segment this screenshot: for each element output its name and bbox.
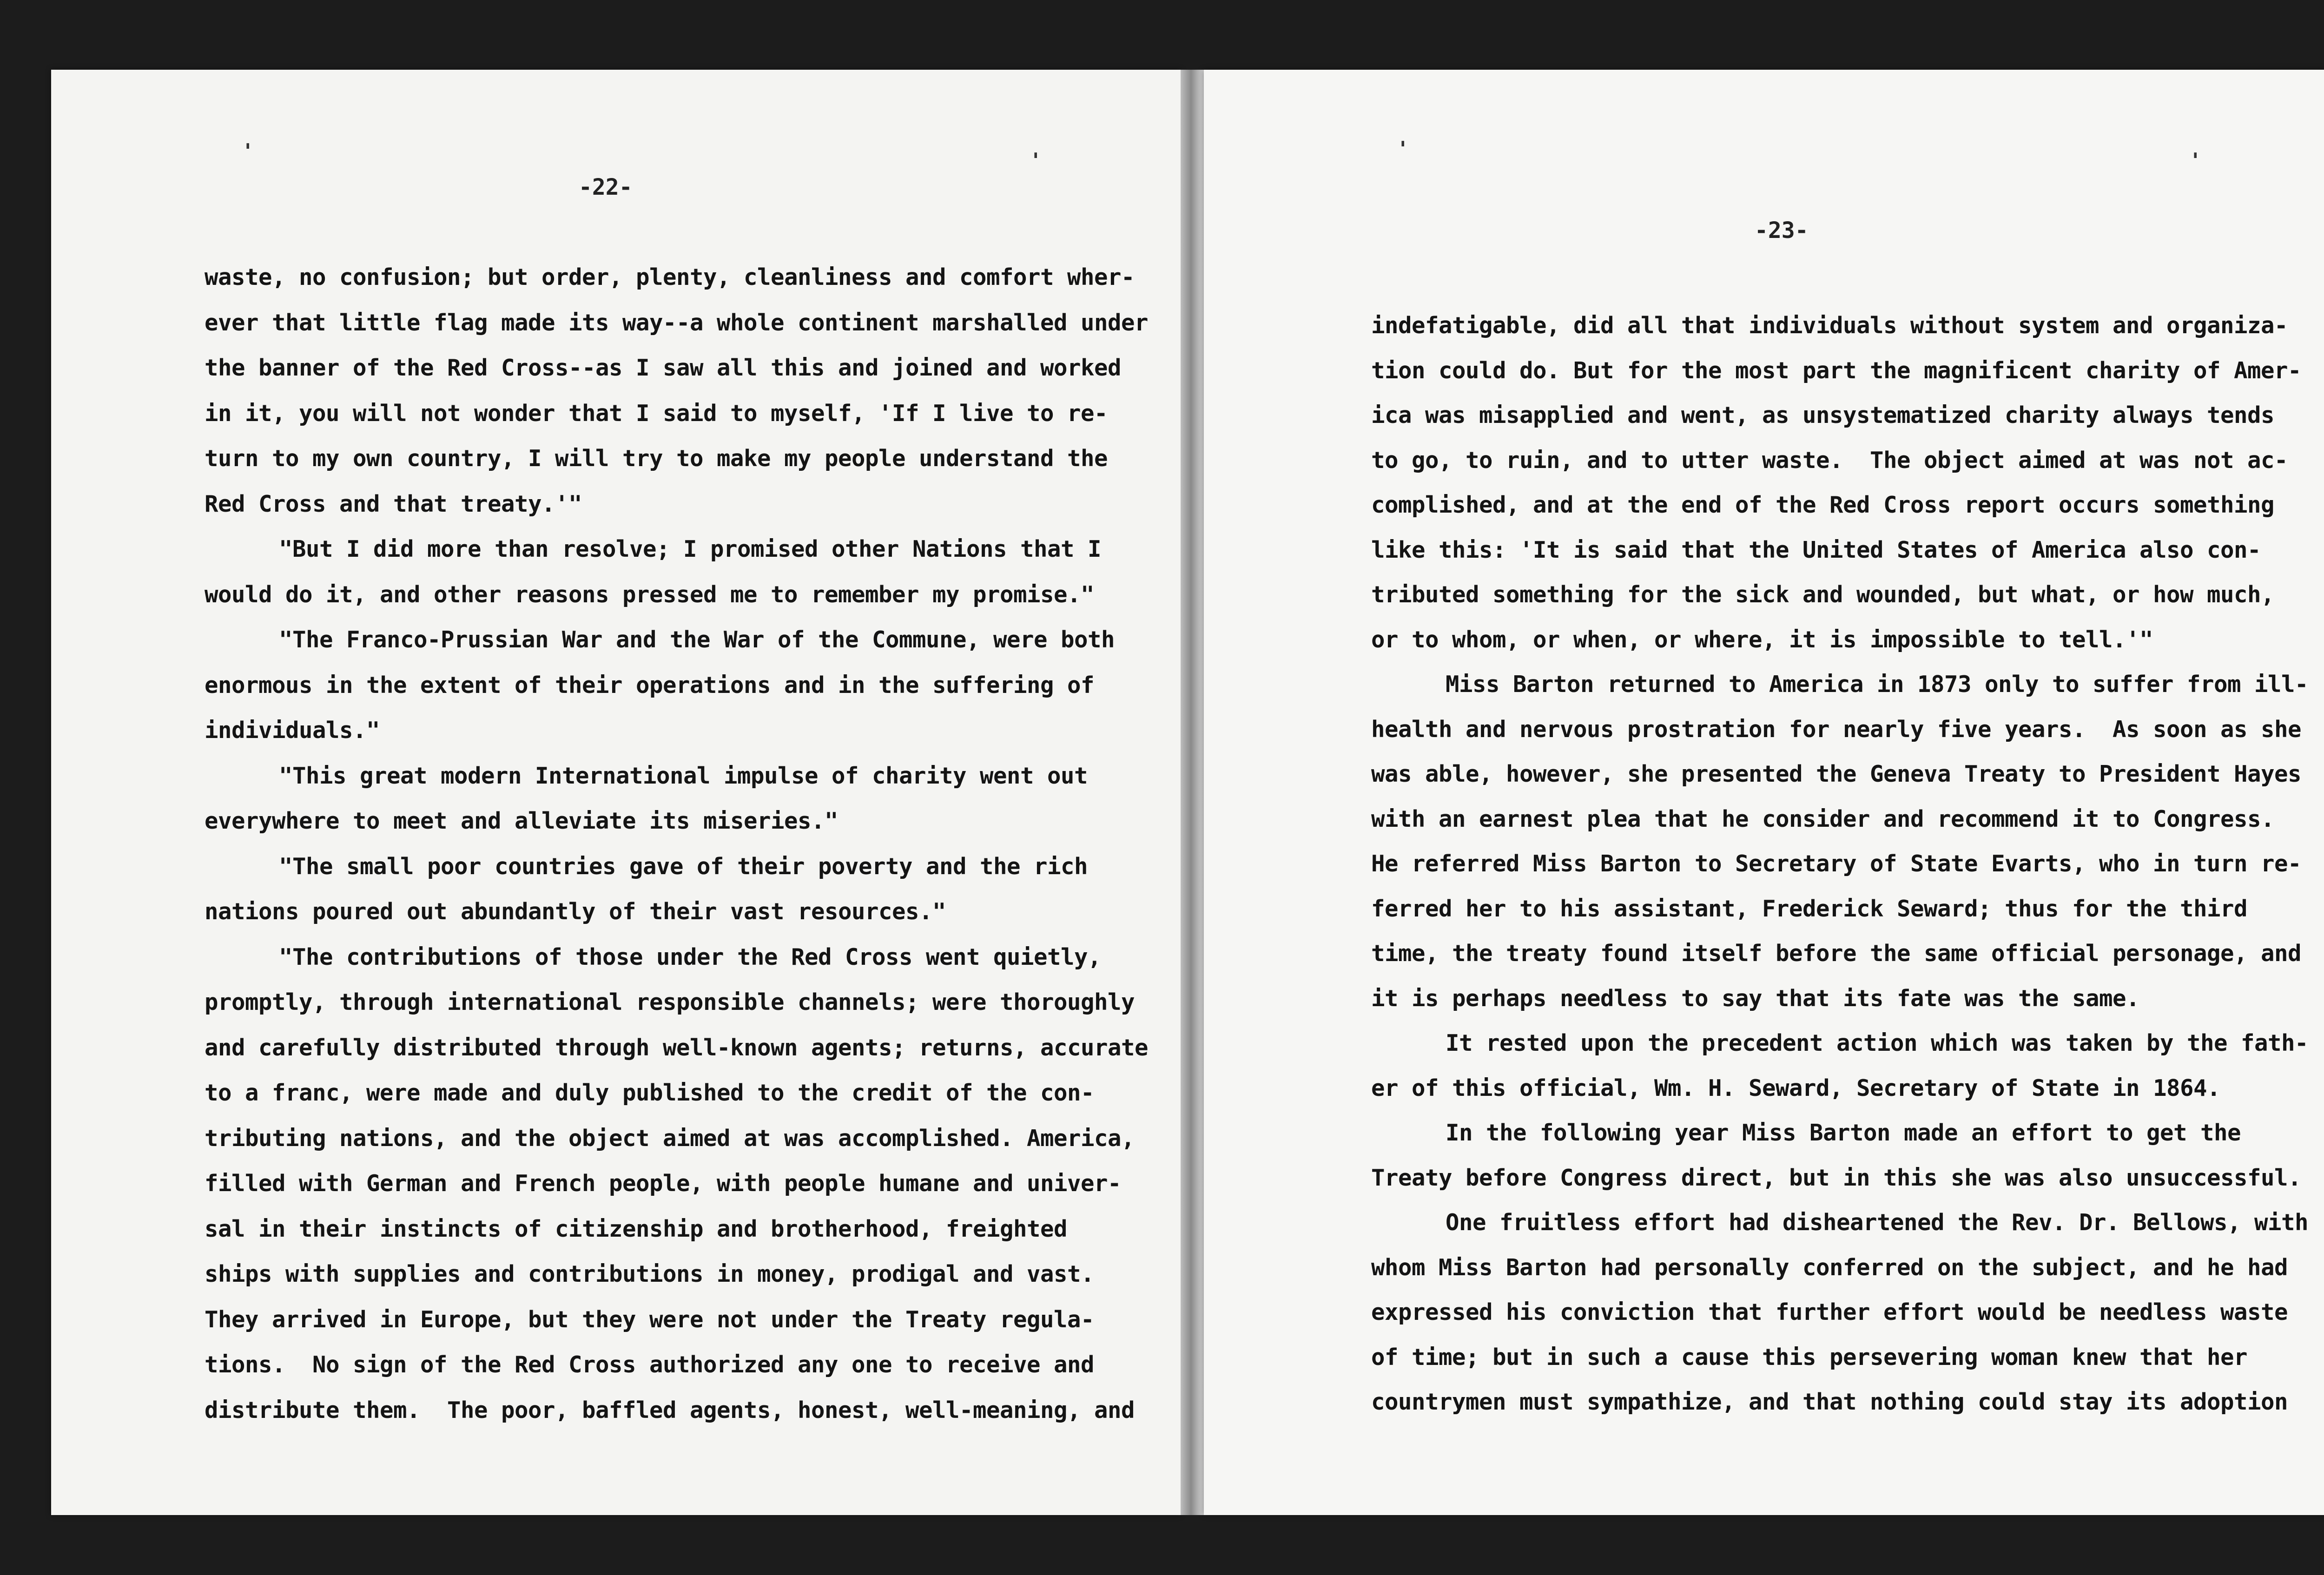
text-line: Red Cross and that treaty.'" xyxy=(205,490,582,517)
text-line: distribute them. The poor, baffled agents, honest, well-meaning, and xyxy=(205,1397,1135,1423)
text-line: It rested upon the precedent action which was taken by the fath- xyxy=(1446,1030,2309,1056)
text-line: enormous in the extent of their operations and in the suffering of xyxy=(205,672,1095,699)
text-line: was able, however, she presented the Geneva Treaty to President Hayes xyxy=(1371,761,2302,787)
text-line: indefatigable, did all that individuals without system and organiza- xyxy=(1371,312,2288,339)
text-line: of time; but in such a cause this persevering woman knew that her xyxy=(1371,1344,2248,1371)
text-line: promptly, through international responsible channels; were thoroughly xyxy=(205,989,1135,1015)
text-line: to a franc, were made and duly published to the credit of the con- xyxy=(205,1080,1095,1106)
text-line: whom Miss Barton had personally conferred on the subject, and he had xyxy=(1371,1254,2288,1281)
margin-mark: ' xyxy=(2189,149,2202,172)
text-line: time, the treaty found itself before the same official personage, and xyxy=(1371,940,2302,967)
text-line: tributing nations, and the object aimed at was accomplished. America, xyxy=(205,1125,1135,1152)
page-number-right: -23- xyxy=(1755,217,1809,244)
text-line: individuals." xyxy=(205,717,380,744)
text-line: ica was misapplied and went, as unsystematized charity always tends xyxy=(1371,402,2275,428)
text-line: He referred Miss Barton to Secretary of State Evarts, who in turn re- xyxy=(1371,850,2302,877)
text-line: sal in their instincts of citizenship and brotherhood, freighted xyxy=(205,1215,1068,1242)
text-line: "But I did more than resolve; I promised other Nations that I xyxy=(279,536,1102,562)
page-number-left: -22- xyxy=(579,174,633,200)
text-line: "The Franco-Prussian War and the War of the Commune, were both xyxy=(279,626,1115,653)
text-line: countrymen must sympathize, and that nothing could stay its adoption xyxy=(1371,1389,2288,1415)
text-line: like this: 'It is said that the United States of America also con- xyxy=(1371,536,2261,563)
text-line: to go, to ruin, and to utter waste. The object aimed at was not ac- xyxy=(1371,447,2288,474)
text-line: ships with supplies and contributions in money, prodigal and vast. xyxy=(205,1261,1095,1287)
text-line: "This great modern International impulse of charity went out xyxy=(279,762,1088,789)
text-line: ferred her to his assistant, Frederick Seward; thus for the third xyxy=(1371,895,2248,922)
text-line: Miss Barton returned to America in 1873 only to suffer from ill- xyxy=(1446,671,2309,698)
text-line: in it, you will not wonder that I said to myself, 'If I live to re- xyxy=(205,400,1108,427)
text-line: health and nervous prostration for nearly five years. As soon as she xyxy=(1371,716,2302,743)
text-line: filled with German and French people, with people humane and univer- xyxy=(205,1170,1122,1197)
margin-mark: ' xyxy=(1397,137,1409,161)
text-line: ever that little flag made its way--a whole continent marshalled under xyxy=(205,309,1149,336)
text-line: nations poured out abundantly of their vast resources." xyxy=(205,898,946,925)
text-line: it is perhaps needless to say that its fate was the same. xyxy=(1371,985,2140,1012)
text-line: They arrived in Europe, but they were not under the Treaty regula- xyxy=(205,1306,1095,1333)
text-line: turn to my own country, I will try to make my people understand the xyxy=(205,445,1108,472)
text-line: er of this official, Wm. H. Seward, Secretary of State in 1864. xyxy=(1371,1074,2221,1101)
text-line: complished, and at the end of the Red Cross report occurs something xyxy=(1371,492,2275,518)
text-line: tion could do. But for the most part the magnificent charity of Amer- xyxy=(1371,357,2302,384)
book-gutter xyxy=(1181,70,1204,1515)
text-line: expressed his conviction that further effort would be needless waste xyxy=(1371,1299,2288,1325)
text-line: "The small poor countries gave of their poverty and the rich xyxy=(279,853,1088,880)
text-line: tributed something for the sick and wounded, but what, or how much, xyxy=(1371,581,2275,608)
right-page-text xyxy=(1371,303,2308,1425)
text-line: One fruitless effort had disheartened the Rev. Dr. Bellows, with xyxy=(1446,1209,2309,1236)
text-line: and carefully distributed through well-known agents; returns, accurate xyxy=(205,1034,1149,1061)
text-line: waste, no confusion; but order, plenty, cleanliness and comfort wher- xyxy=(205,264,1135,290)
text-line: everywhere to meet and alleviate its miseries." xyxy=(205,808,838,834)
text-line: or to whom, or when, or where, it is impossible to tell.'" xyxy=(1371,626,2153,653)
margin-mark: ' xyxy=(242,139,254,163)
text-line: Treaty before Congress direct, but in this she was also unsuccessful. xyxy=(1371,1164,2302,1191)
text-line: tions. No sign of the Red Cross authorized any one to receive and xyxy=(205,1351,1095,1378)
text-line: "The contributions of those under the Red Cross went quietly, xyxy=(279,943,1102,970)
margin-mark: ' xyxy=(1030,149,1042,172)
left-page-text xyxy=(205,255,1148,1433)
text-line: with an earnest plea that he consider and recommend it to Congress. xyxy=(1371,805,2275,832)
text-line: would do it, and other reasons pressed me to remember my promise." xyxy=(205,581,1095,608)
text-line: the banner of the Red Cross--as I saw all this and joined and worked xyxy=(205,355,1122,381)
text-line: In the following year Miss Barton made an effort to get the xyxy=(1446,1120,2241,1146)
